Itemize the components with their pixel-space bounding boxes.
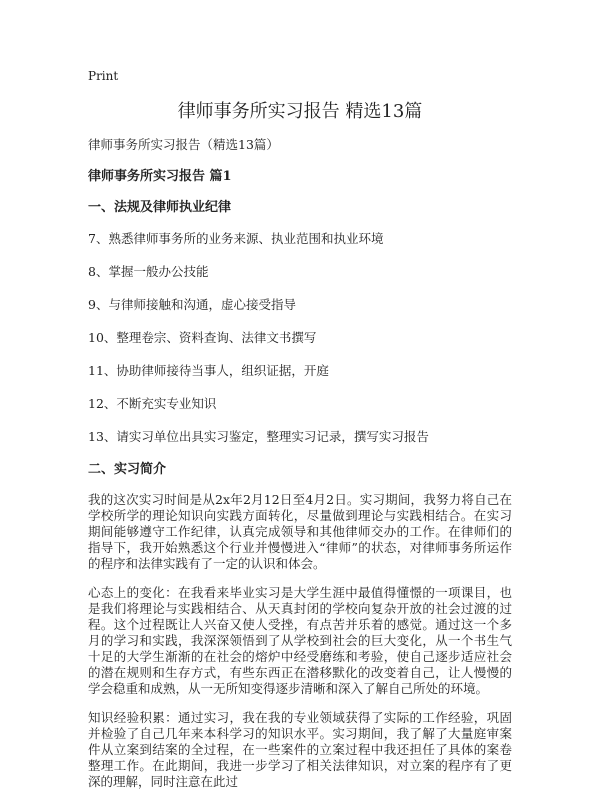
page-title: 律师事务所实习报告 精选13篇 <box>177 101 423 122</box>
section-heading-regulations: 一、法规及律师执业纪律 <box>88 200 232 215</box>
list-item: 12、不断充实专业知识 <box>88 396 217 411</box>
paragraph-mindset-change: 心态上的变化：在我看来毕业实习是大学生涯中最值得懂憬的一项课目，也是我们将理论与实践相结合、从天真封闭的学校向复杂开放的社会过渡的过程。这个过程既让人兴奋又使人受挫，有点苦并乐着的感觉。通过这一个多月的学习和实践，我深深领悟到了从学校到社会的巨大变化，从一个书生气十足的大学生渐渐的在社会的熔炉中经受磨练和考验，使自己逐步适应社会的潜在规则和生存方式，有些东西正在潜移默化的改变着自己，让人慢慢的学会稳重和成熟，从一无所知变得逐步清晰和深入了解自己所处的环境。 <box>88 585 512 696</box>
list-item: 11、协助律师接待当事人，组织证据，开庭 <box>88 363 329 378</box>
paragraph-internship-period: 我的这次实习时间是从2x年2月12日至4月2日。实习期间，我努力将自己在学校所学的理论知识向实践方面转化，尽量做到理论与实践相结合。在实习期间能够遵守工作纪律，认真完成领导和其他律师交办的工作。在律师们的指导下，我开始熟悉这个行业并慢慢进入“律师”的状态，对律师事务所运作的程序和法律实践有了一定的认识和体会。 <box>88 492 512 571</box>
print-label: Print <box>88 69 119 83</box>
document-subtitle: 律师事务所实习报告（精选13篇） <box>88 137 279 152</box>
list-item: 7、熟悉律师事务所的业务来源、执业范围和执业环境 <box>88 231 384 246</box>
list-item: 13、请实习单位出具实习鉴定，整理实习记录，撰写实习报告 <box>88 429 429 444</box>
list-item: 10、整理卷宗、资料查询、法律文书撰写 <box>88 330 317 345</box>
list-item: 9、与律师接触和沟通，虚心接受指导 <box>88 297 296 312</box>
article-heading: 律师事务所实习报告 篇1 <box>88 169 232 184</box>
section-heading-internship-intro: 二、实习简介 <box>88 462 167 477</box>
list-item: 8、掌握一般办公技能 <box>88 264 209 279</box>
paragraph-knowledge-experience: 知识经验积累：通过实习，我在我的专业领域获得了实际的工作经验，巩固并检验了自己几年来本科学习的知识水平。实习期间，我了解了大量庭审案件从立案到结案的全过程，在一些案件的立案过程中我还担任了具体的案卷整理工作。在此期间，我进一步学习了相关法律知识，对立案的程序有了更深的理解，同时注意在此过 <box>88 710 512 789</box>
